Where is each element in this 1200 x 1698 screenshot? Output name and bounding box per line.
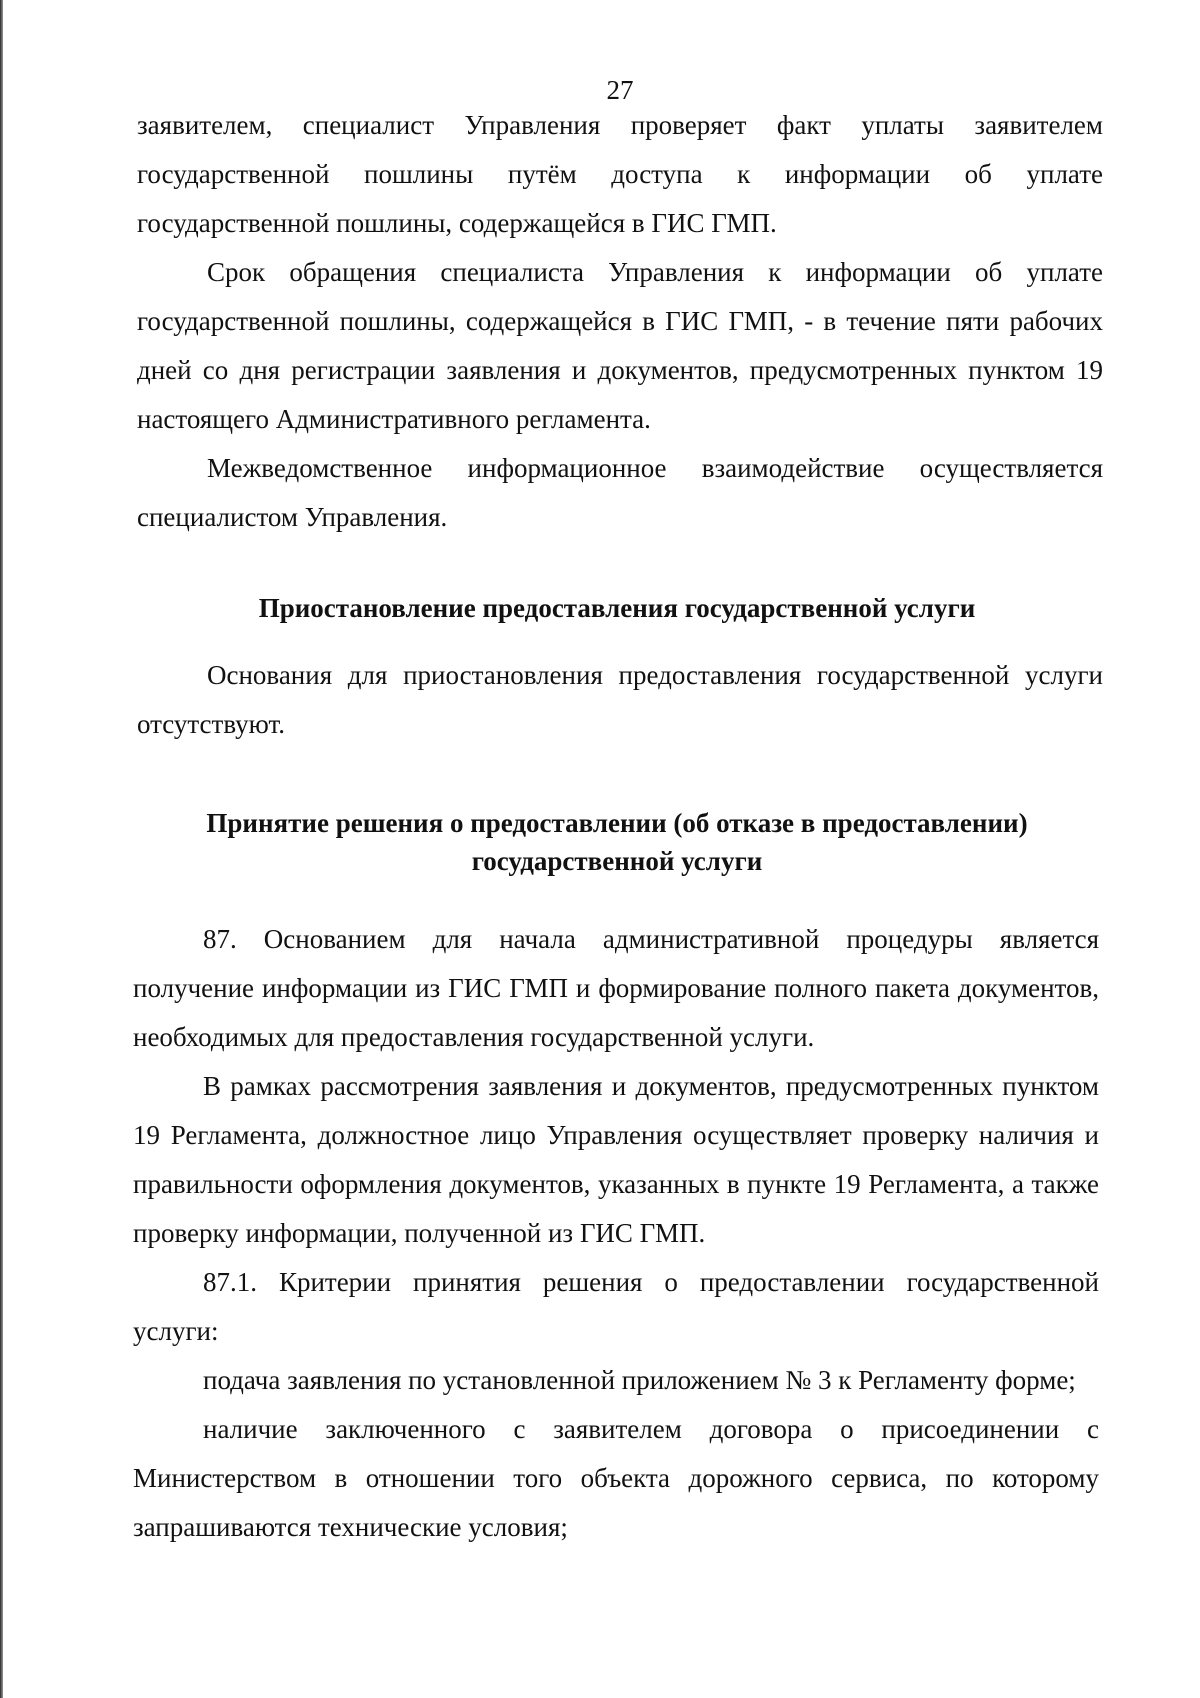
paragraph-deadline: Срок обращения специалиста Управления к информации об уплате государственной пошлины, содержащейся в ГИС ГМП, - в течение пяти рабочих дней со дня регистрации заявления и документов, предусмотренных пунктом 19 настоящего Административного регламента. [137, 257, 1103, 434]
section-heading-decision-line-1: Принятие решения о предоставлении (об отказе в предоставлении) [206, 808, 1028, 838]
section-heading-decision [134, 804, 1100, 880]
paragraph-continuation: заявителем, специалист Управления проверяет факт уплаты заявителем государственной пошлины путём доступа к информации об уплате государственной пошлины, содержащейся в ГИС ГМП. [137, 110, 1103, 238]
criterion-accession-contract: наличие заключенного с заявителем договора о присоединении с Министерством в отношении того объекта дорожного сервиса, по которому запрашиваются технические условия; [133, 1414, 1099, 1542]
text-block-3 [133, 915, 1099, 1552]
section-heading-decision-line-2: государственной услуги [471, 846, 763, 876]
page-number: 27 [606, 75, 634, 105]
paragraph-87: 87. Основанием для начала административной процедуры является получение информации из ГИС ГМП и формирование полного пакета документов, необходимых для предоставления государственной услуги. [133, 924, 1099, 1052]
text-block-1 [137, 101, 1103, 542]
paragraph-interagency: Межведомственное информационное взаимодействие осуществляется специалистом Управления. [137, 453, 1103, 532]
section-heading-suspension [134, 589, 1100, 627]
criterion-application-form: подача заявления по установленной приложением № 3 к Регламенту форме; [203, 1365, 1076, 1395]
scan-edge [0, 0, 3, 1698]
text-block-2 [137, 651, 1103, 749]
section-heading-suspension-text: Приостановление предоставления государственной услуги [258, 593, 976, 623]
paragraph-suspension-grounds: Основания для приостановления предоставления государственной услуги отсутствуют. [137, 660, 1103, 739]
paragraph-87-1: 87.1. Критерии принятия решения о предоставлении государственной услуги: [133, 1267, 1099, 1346]
paragraph-review: В рамках рассмотрения заявления и документов, предусмотренных пунктом 19 Регламента, должностное лицо Управления осуществляет проверку наличия и правильности оформления документов, указанных в пункте 19 Регламента, а также проверку информации, полученной из ГИС ГМП. [133, 1071, 1099, 1248]
